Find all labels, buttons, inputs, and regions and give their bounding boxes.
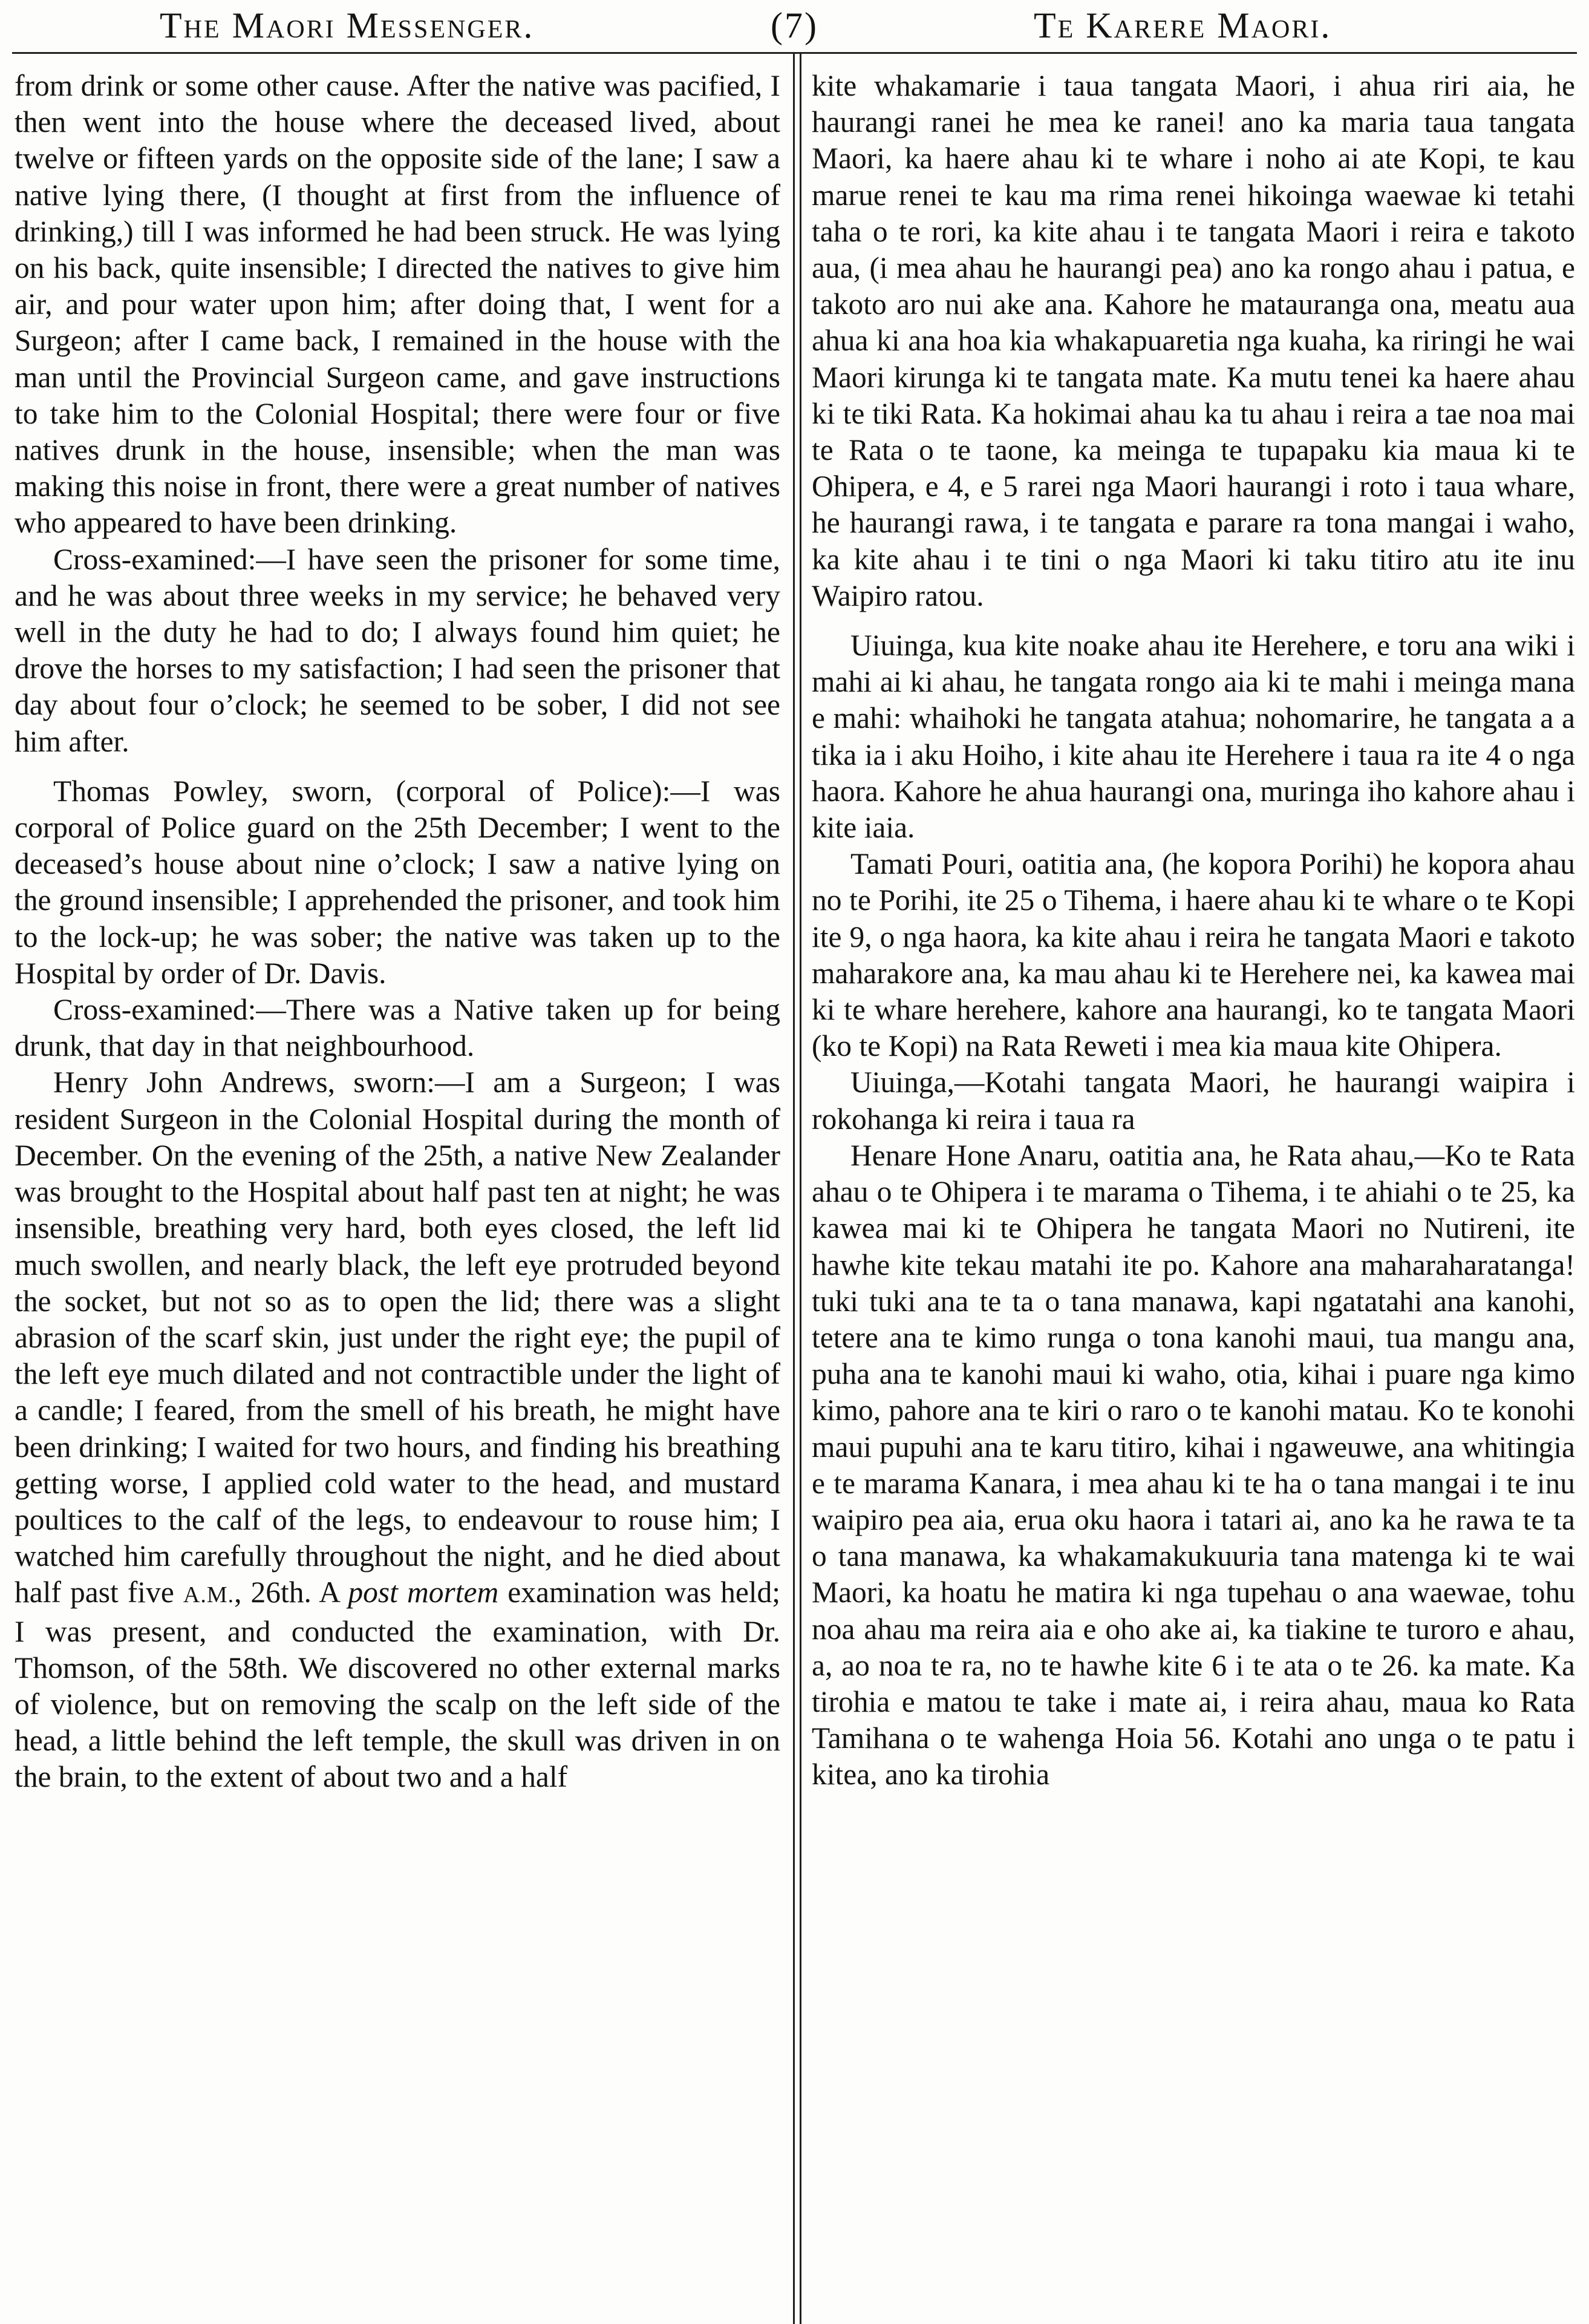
andrews-text-part-1: Henry John Andrews, sworn:—I am a Surgeon; I was resident Surgeon in the Colonial Hospital during the month of December. On the evening of the 25th, a native New Zealander was brought to the Hospital about half past ten at night; he was insensible, breathing very hard, both eyes closed, the left lid much swollen, and nearly black, the left eye protruded beyond the socket, but not so as to open the lid; there was a slight abrasion of the scarf skin, just under the right eye; the pupil of the left eye much dilated and not contractible under the light of a candle; I feared, from the smell of his breath, he might have been drinking; I waited for two hours, and finding his breathing getting worse, I applied cold water to the head, and mustard poultices to the calf of the legs, to endeavour to rouse him; I watched him carefully throughout the night, and he died about half past five <box>15 1065 780 1609</box>
paragraph-powley-testimony: Thomas Powley, sworn, (corporal of Police):—I was corporal of Police guard on the 25th December; I went to the deceased’s house about nine o’clock; I saw a native lying on the ground insensible; I apprehended the prisoner, and took him to the lock-up; he was sober; the native was taken up to the Hospital by order of Dr. Davis. <box>15 774 780 990</box>
paragraph-maori-henare: Henare Hone Anaru, oatitia ana, he Rata ahau,—Ko te Rata ahau o te Ohipera i te marama o Tihema, i te ahiahi o te 25, ka kawea mai ki te Ohipera he tangata Maori no Nutireni, ite hawhe kite tekau matahi ite po. Kahore ana maharaharatanga! tuki tuki ana te ta o tana manawa, kapi ngatatahi ana kanohi, tetere ana te kimo runga o tona kanohi maui, tua mangu ana, puha ana te kanohi maui ki waho, otia, kihai i puare nga kimo kimo, pahore ana te kiri o raro o te kanohi matau. Ko te konohi maui pupuhi ana te karu titiro, kihai i ngaweuwe, ana whitingia e te marama Kanara, i mea ahau ki te ha o tana mangai i te inu waipiro pea aia, erua oku haora i tatari ai, ano ka he rawa te ta o tana manawa, ka whakamakukuuria tana matenga ki te wai Maori, ka hoatu he matira ki nga tupehau o ana waewae, tohu noa ahau ma reira aia e oho ake ai, ka tiakine te turoro e ahau, a, ao noa te ra, no te hawhe kite 6 i te ata o te 26. ka mate. Ka tirohia e matou te take i mate ai, i reira ahau, maua ko Rata Tamihana o te wahenga Hoia 56. Kotahi ano unga o te patu i kitea, ano ka tirohia <box>812 1138 1575 1792</box>
am-abbreviation: A.M. <box>183 1582 235 1608</box>
post-mortem-term: post mortem <box>348 1576 499 1609</box>
page-number: (7) <box>771 5 818 45</box>
paragraph-maori-uiuinga-2: Uiuinga,—Kotahi tangata Maori, he haurangi waipira i rokohanga ki reira i taua ra <box>812 1065 1575 1136</box>
andrews-text-part-2: , 26th. A <box>234 1576 339 1609</box>
paragraph-maori-tamati-pouri: Tamati Pouri, oatitia ana, (he kopora Porihi) he kopora ahau no te Porihi, ite 25 o Tihema, i haere ahau ki te whare o te Kopi ite 9, o nga haora, ka kite ahau i reira he tangata Maori e takoto maharakore ana, ka mau ahau ki te Herehere nei, ka kawea mai ki te whare herehere, kahore ana haurangi, ko te tangata Maori (ko te Kopi) na Rata Reweti i mea kia maua kite Ohipera. <box>812 847 1575 1063</box>
paragraph-andrews-testimony <box>15 1064 780 1795</box>
column-divider <box>793 52 801 2324</box>
andrews-text-part-3: examination was held; I was present, and conducted the examination, with Dr. Thomson, of the 58th. We discovered no other external marks of violence, but on removing the scalp on the left side of the head, a little behind the left temple, the skull was driven in on the brain, to the extent of about two and a half <box>15 1576 781 1794</box>
english-masthead-title: The Maori Messenger. <box>160 5 535 45</box>
paragraph-maori-1: kite whakamarie i taua tangata Maori, i ahua riri aia, he haurangi ranei he mea ke ranei! ano ka maria taua tangata Maori, ka haere ahau ki te whare i noho ai ate Kopi, te kau marue renei te kau ma rima renei hikoinga waewae ki tetahi taha o te rori, ka kite ahau i te tangata Maori i reira e takoto aua, (i mea ahau he haurangi pea) ano ka rongo ahau i patua, e takoto aro nui ake ana. Kahore he matauranga ona, meatu aua ahua ki ana hoa kia whakapuaretia nga kuaha, ka riringi he wai Maori kirunga ki te tangata mate. Ka mutu tenei ka haere ahau ki te tiki Rata. Ka hokimai ahau ka tu ahau i reira a tae noa mai te Rata o te taone, ka meinga te tupapaku kia maua ki te Ohipera, e 4, e 5 rarei nga Maori haurangi i roto i taua whare, he haurangi rawa, i te tangata e parare ra tona mangai i waho, ka kite ahau i te tini o nga Maori ki taku titiro atu ite inu Waipiro ratou. <box>812 69 1575 612</box>
paragraph-cross-examination-1: Cross-examined:—I have seen the prisoner for some time, and he was about three weeks in my service; he behaved very well in the duty he had to do; I always found him quiet; he drove the horses to my satisfaction; I had seen the prisoner that day about four o’clock; he seemed to be sober, I did not see him after. <box>15 542 780 758</box>
paragraph-constable-testimony: from drink or some other cause. After the native was pacified, I then went into the house where the deceased lived, about twelve or fifteen yards on the opposite side of the lane; I saw a native lying there, (I thought at first from the influence of drinking,) till I was informed he had been struck. He was lying on his back, quite insensible; I directed the natives to give him air, and pour water upon him; after doing that, I went for a Surgeon; after I came back, I remained in the house with the man until the Provincial Surgeon came, and gave instructions to take him to the Colonial Hospital; there were four or five natives drunk in the house, insensible; when the man was making this noise in front, there were a great number of natives who appeared to have been drinking. <box>15 69 780 540</box>
paragraph-maori-uiuinga-1: Uiuinga, kua kite noake ahau ite Herehere, e toru ana wiki i mahi ai ki ahau, he tangata rongo aia ki te mahi i meinga mana e mahi: whaihoki he tangata atahua; nohomarire, he tangata a a tika ia i aku Hoiho, i kite ahau ite Herehere i taua ra ite 4 o nga haora. Kahore he ahua haurangi ona, muringa iho kahore ahau i kite iaia. <box>812 629 1575 845</box>
maori-column <box>812 68 1575 1793</box>
paragraph-cross-examination-2: Cross-examined:—There was a Native taken up for being drunk, that day in that neighbourhood. <box>15 993 780 1063</box>
page-header <box>15 4 1574 47</box>
english-column <box>15 68 780 1796</box>
maori-masthead-title: Te Karere Maori. <box>1034 5 1332 45</box>
